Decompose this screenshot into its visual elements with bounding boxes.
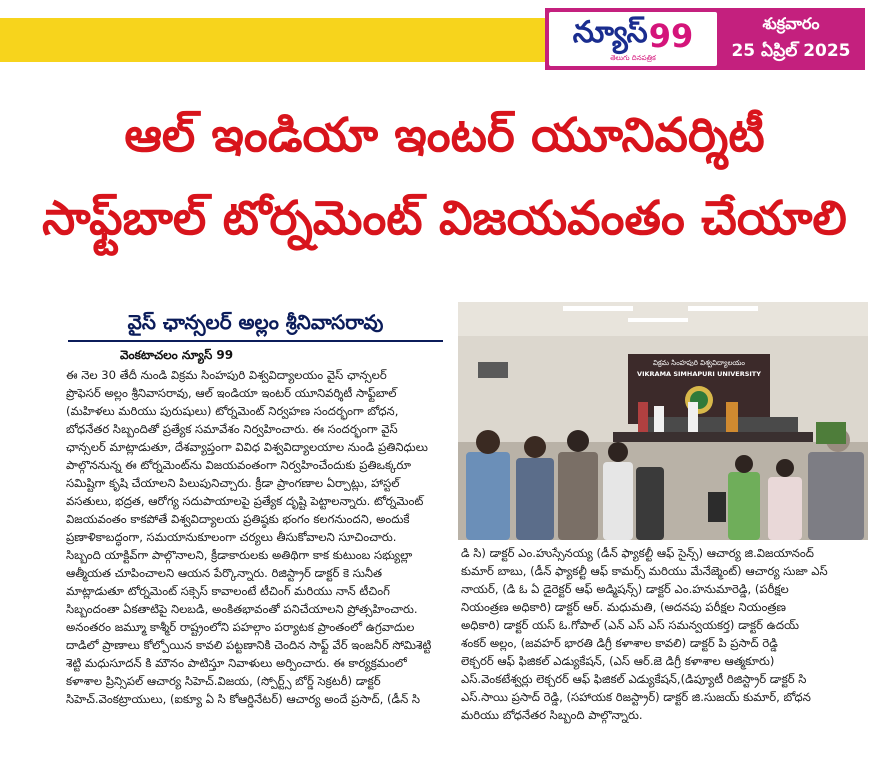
article-line: కుమార్ బాబు, (డీన్ ఫ్యాకల్టీ ఆఫ్ కామర్స్ మరియు మేనేజ్మెంట్) ఆచార్య సుజా ఎస్ (461, 564, 828, 578)
article-line: ఈ నెల 30 తేదీ నుండి విక్రమ సింహపురి విశ్వవిద్యాలయం వైస్ ఛాన్సలర్ (66, 368, 387, 382)
article-line: బోధనేతర సిబ్బందితో ప్రత్యేక సమావేశం నిర్వహించారు. ఈ సందర్భంగా వైస్ (66, 422, 398, 436)
article-line: శంకర్ అల్లం, (జవహర్ భారతి డిగ్రీ కళాశాల కావలి) డాక్టర్ పి ప్రసాద్ రెడ్డి (461, 636, 778, 650)
article-line: నాయర్, (డి ఓ ఏ డైరెక్టర్ ఆఫ్ అడ్మిషన్స్) డాక్టర్ ఎం.హనుమారెడ్డి, (పరీక్షల (461, 582, 789, 596)
article-line: విజయవంతం కాకపోతే విశ్వవిద్యాలయ ప్రతిష్ఠకు భంగం కలగనుందని, అందుకే (66, 512, 410, 526)
article-line: ప్రణాళికాబద్ధంగా, సమయానుకూలంగా చర్యలు తీసుకోవాలని సూచించారు. (66, 530, 397, 544)
logo-tagline: తెలుగు దినపత్రిక (610, 53, 656, 62)
article-body-right (461, 544, 868, 724)
article-line: (మహిళలు మరియు పురుషులు) టోర్నమెంట్ నిర్వహణ సందర్భంగా బోధన, (66, 404, 399, 418)
logo-word: న్యూస్ (572, 14, 647, 50)
article-line: శెట్టి మధుసూదన్ కి మౌనం పాటిస్తూ నివాళులు అర్పించారు. ఈ కార్యక్రమంలో (66, 656, 407, 670)
yellow-header-bar (0, 18, 545, 62)
article-line: ఆత్మీయత చూపించాలని ఆయన పేర్కొన్నారు. రిజిస్ట్రార్ డాక్టర్ కె సునీత (66, 566, 383, 580)
article-line: సమిష్టిగా కృషి చేయాలని పిలుపునిచ్చారు. క్రీడా ప్రాంగణాల ఏర్పాట్లు, హాస్టల్ (66, 476, 400, 490)
banner-telugu-text: విక్రమ సింహపురి విశ్వవిద్యాలయం (653, 359, 745, 367)
event-photo (458, 302, 868, 540)
article-line: అనంతరం జమ్మూ కాశ్మీర్ రాష్ట్రంలోని పహల్గాం పర్యాటక ప్రాంతంలో ఉగ్రవాదుల (66, 620, 415, 634)
article-line: వసతులు, భద్రత, ఆరోగ్య సదుపాయాలపై ప్రత్యేక దృష్టి పెట్టాలన్నారు. టోర్నమెంట్ (66, 494, 424, 508)
article-line: ఎస్.వెంకటేశ్వర్లు లెక్చరర్ ఆఫ్ ఫిజికల్ ఎడ్యుకేషన్,(డిప్యూటీ రిజిస్ట్రార్ డాక్టర్ సి (461, 672, 807, 686)
subheadline: వైస్ ఛాన్సలర్ అల్లం శ్రీనివాసరావు (127, 310, 384, 334)
article-line: నియంత్రణ అధికారి) డాక్టర్ ఆర్. మధుమతి, (అదనపు పరీక్షల నియంత్రణ (461, 600, 786, 614)
banner-english-text: VIKRAMA SIMHAPURI UNIVERSITY (637, 370, 761, 378)
headline-line-1: ఆల్ ఇండియా ఇంటర్ యూనివర్శిటీ (124, 108, 765, 163)
headline-line-2: సాఫ్ట్‌బాల్ టోర్నమెంట్ విజయవంతం చేయాలి (42, 191, 847, 246)
article-line: ఛాన్సలర్ మాట్లాడుతూ, దేశవ్యాప్తంగా వివిధ విశ్వవిద్యాలయాల నుండి ప్రతినిధులు (66, 440, 428, 454)
dateline: వెంకటాచలం న్యూస్ 99 (120, 348, 234, 362)
article-line: పాల్గొననున్న ఈ టోర్నమెంట్‌ను విజయవంతంగా నిర్వహించేందుకు ప్రతిఒక్కరూ (66, 458, 412, 472)
article-line: కళాశాల ప్రిన్సిపల్ ఆచార్య సిహెచ్.విజయ, (స్పోర్ట్స్ బోర్డ్ సెక్రటరీ) డాక్టర్ (66, 674, 381, 688)
article-line: సిహెచ్.వెంకట్రాయులు, (ఐక్యూ ఏ సి కోఆర్డినేటర్) ఆచార్య అందే ప్రసాద్, (డీన్ సి (66, 692, 421, 706)
article-line: ప్రొఫెసర్ అల్లం శ్రీనివాసరావు, ఆల్ ఇండియా ఇంటర్ యూనివర్శిటీ సాఫ్ట్‌బాల్ (66, 386, 397, 400)
subheadline-rule (68, 340, 443, 342)
article-line: డి సి) డాక్టర్ ఎం.హుస్సేనయ్య (డీన్ ఫ్యాకల్టీ ఆఫ్ సైన్స్) ఆచార్య జి.విజయానంద్ (461, 546, 814, 560)
article-body-left (66, 366, 452, 708)
logo-number: 99 (648, 16, 694, 55)
article-line: ఎస్.సాయి ప్రసాద్ రెడ్డి, (సహాయక రిజస్ట్రార్) డాక్టర్ జి.సుజయ్ కుమార్, బోధన (461, 690, 811, 704)
article-line: మరియు బోధనేతర సిబ్బంది పాల్గొన్నారు. (461, 708, 643, 722)
article-line: సిబ్బందంతా ఏకతాటిపై నిలబడి, అంకితభావంతో పనిచేయాలని ప్రోత్సహించారు. (66, 602, 418, 616)
masthead (545, 8, 865, 70)
issue-full-date: 25 ఏప్రిల్ 2025 (731, 40, 851, 61)
issue-day: శుక్రవారం (762, 13, 820, 33)
article-line: మాట్లాడుతూ టోర్నమెంట్ సక్సెస్ కావాలంటే టీచింగ్ మరియు నాన్ టీచింగ్ (66, 584, 390, 598)
issue-date (717, 8, 865, 70)
article-line: దాడిలో ప్రాణాలు కోల్పోయిన కావలి పట్టణానికి చెందిన సాఫ్ట్ వేర్ ఇంజనీర్ సోమిశెట్టి (66, 638, 432, 652)
news99-logo (549, 12, 717, 66)
article-line: అధికారి) డాక్టర్ యస్ ఓ.గోపాల్ (ఎన్ ఎస్ ఎస్ సమన్వయకర్త) డాక్టర్ ఉదయ్ (461, 618, 800, 632)
article-line: సిబ్బంది యాక్టివ్‌గా పాల్గొనాలని, క్రీడాకారులకు అతిథిగా కాక కుటుంబ సభ్యుల్లా (66, 548, 413, 562)
article-line: లెక్చరర్ ఆఫ్ ఫిజికల్ ఎడ్యుకేషన్, (ఎస్ ఆర్.జె డిగ్రీ కళాశాల ఆత్మకూరు) (461, 654, 775, 668)
